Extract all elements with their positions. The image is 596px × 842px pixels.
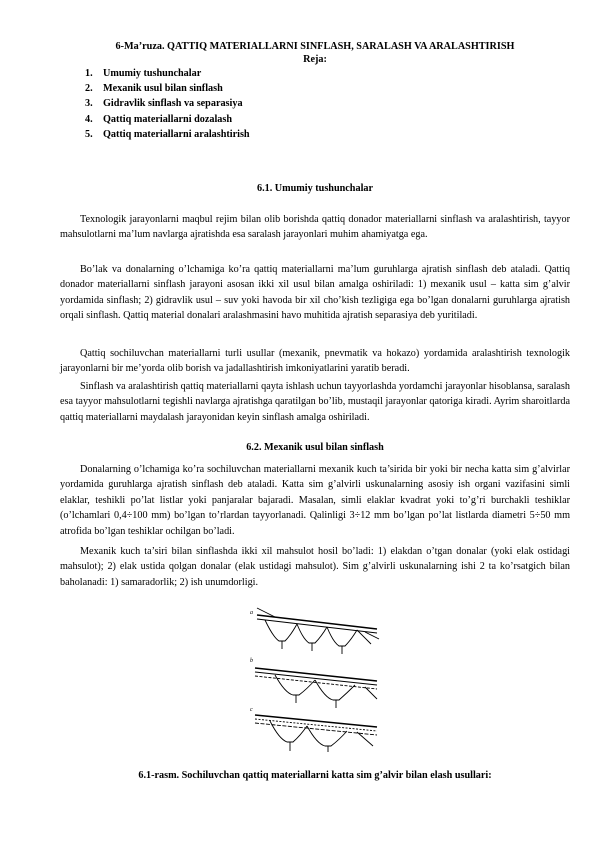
plan-label: Reja: <box>303 54 327 65</box>
plan-item: 3. Gidravlik sinflash va separasiya <box>85 98 243 110</box>
lecture-title-text: 6-Ma’ruza. QATTIQ MATERIALLARNI SINFLASH, SARALASH VA ARALASHTIRISH <box>115 41 515 52</box>
section-heading-2: 6.2. Mexanik usul bilan sinflash <box>246 442 384 453</box>
plan-list <box>85 66 250 142</box>
lecture-title <box>60 40 570 66</box>
paragraph: Sinflash va aralashtirish qattiq materiallarni qayta ishlash uchun tayyorlashda yordamchi jarayonlar hisoblansa, saralash esa tayyor mahsulotlarni tegishli navlarga ajratishga qaratilgan bo’lib, mustaqil jarayonlar qatoriga kiradi. Ayrim sharoitlarda qattiq materiallarni maydalash jarayonidan keyin sinflash amalga oshiriladi. <box>60 381 570 423</box>
sieving-methods-figure <box>245 605 390 753</box>
plan-item: 4. Qattiq materiallarni dozalash <box>85 113 233 125</box>
paragraph: Mexanik kuch ta’siri bilan sinflashda ikki xil mahsulot hosil bo’ladi: 1) elakdan o’tgan donalar (yoki elak ostidagi mahsulot); 2) elak ustida qolgan donalar (elak ustidagi mahsulot). Sim g’alvirli uskunalarning ishi 2 ta ko’rsatgich bilan baholanadi: 1) samaradorlik; 2) ish unumdorligi. <box>60 546 570 588</box>
figure-label-c: c <box>250 707 253 713</box>
paragraph: Donalarning o’lchamiga ko’ra sochiluvchan materiallarni mexanik kuch ta’sirida bir yoki bir necha katta sim g’alvirlar yordamida guruhlarga ajratish sinflash deb ataladi. Katta sim g’alvirli uskunalarning asosiy ish organi vazifasini simli elaklar, teshikli po’lat listlar yoki panjaralar bajaradi. Masalan, simli elaklar kvadrat yoki to’g’ri burchakli teshiklar (o’lchamlari 0,4÷100 mm) bo’lgan to’rlardan tayyorlanadi. Qalinligi 3÷12 mm bo’lgan po’lat listlarda diametri 5÷50 mm atrofida bo’lgan teshiklar ochilgan bo’ladi. <box>60 464 570 537</box>
figure-caption: 6.1-rasm. Sochiluvchan qattiq materiallarni katta sim g’alvir bilan elash usullari: <box>138 770 492 781</box>
paragraph: Bo’lak va donalarning o’lchamiga ko’ra qattiq materiallarni ma’lum guruhlarga ajratish sinflash deb ataladi. Qattiq donador materiallarni sinflash jarayoni asosan ikki xil usul bilan amalga oshiriladi: 1) mexanik usul – katta sim g’alvir yordamida sinflash; 2) gidravlik usul – suv yoki havoda bir xil cho’kish tezligiga ega bo’lgan donalarni guruhlarga ajratish orqali sinflash. Qattiq material donalari aralashmasini havo muhitida ajratish separasiya deb yuritiladi. <box>60 264 570 322</box>
plan-item: 1. Umumiy tushunchalar <box>85 68 202 79</box>
figure-label-b: b <box>250 658 253 664</box>
plan-item: 2. Mexanik usul bilan sinflash <box>85 83 223 95</box>
figure-label-a: a <box>250 610 253 616</box>
paragraph: Qattiq sochiluvchan materiallarni turli usullar (mexanik, pnevmatik va hokazo) yordamida aralashtirish texnologik jarayonlarni bir me’yorda olib borish va jadallashtirish imkoniyatlarini yaratib beradi. <box>60 348 570 375</box>
plan-item: 5. Qattiq materiallarni aralashtirish <box>85 128 250 140</box>
paragraph: Texnologik jarayonlarni maqbul rejim bilan olib borishda qattiq donador materiallarni sinflash va aralashtirish, tayyor mahsulotlarni ma’lum navlarga ajratishda esa saralash jarayonlari muhim ahamiyatga ega. <box>60 214 570 241</box>
section-heading-1: 6.1. Umumiy tushunchalar <box>256 183 374 194</box>
